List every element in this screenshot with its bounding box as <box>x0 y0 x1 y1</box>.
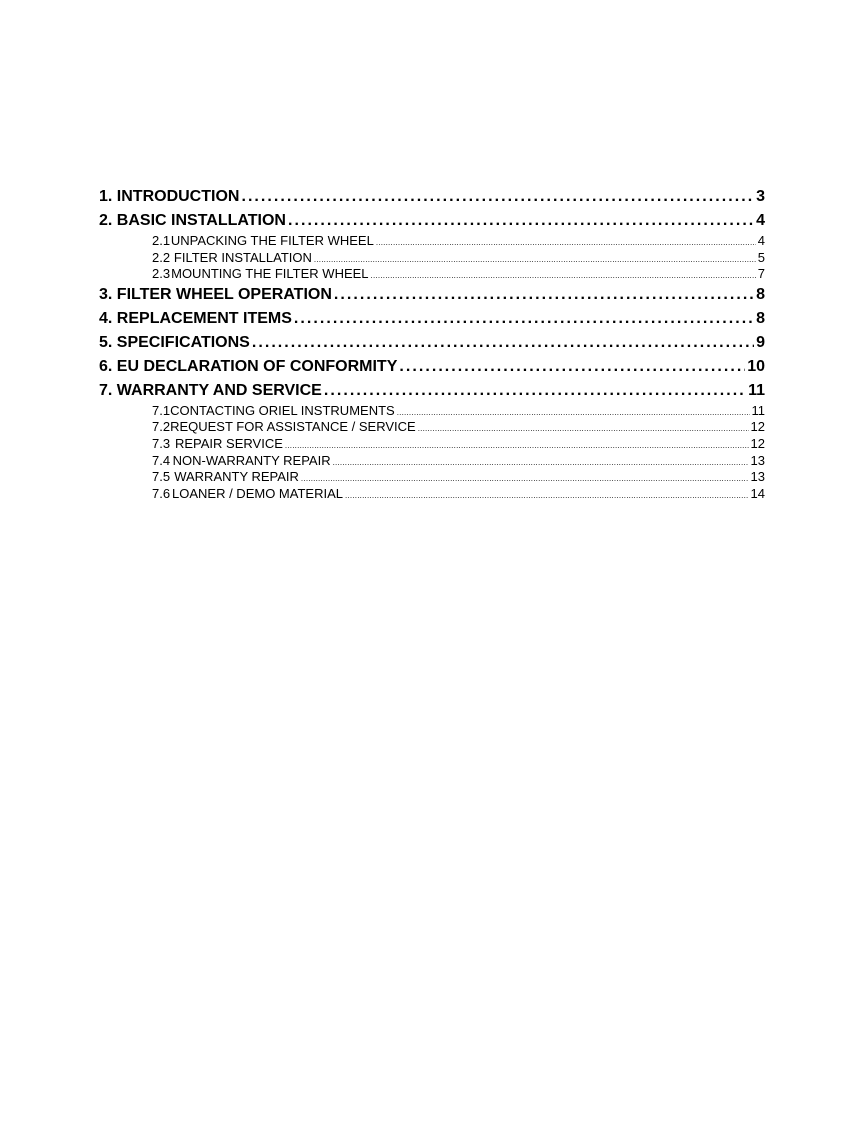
toc-subsection-number: 7.2 <box>152 419 171 435</box>
toc-section-row[interactable] <box>99 355 765 379</box>
toc-subsection-number: 7.5 <box>152 469 171 485</box>
toc-page-number: 8 <box>756 309 765 327</box>
toc-page-number: 14 <box>750 485 765 501</box>
toc-subsection-number: 7.4 <box>152 452 171 468</box>
toc-leader-dots <box>252 331 754 355</box>
toc-page-number: 7 <box>757 266 765 282</box>
toc-page-number: 8 <box>756 285 765 303</box>
toc-section-row[interactable] <box>99 331 765 355</box>
toc-section-title: 4. REPLACEMENT ITEMS <box>99 309 292 327</box>
table-of-contents <box>99 185 765 502</box>
toc-leader-dots <box>288 209 754 233</box>
toc-subsection-row[interactable] <box>99 486 765 503</box>
toc-page-number: 12 <box>750 419 765 435</box>
toc-leader-dots <box>285 438 749 453</box>
toc-section-row[interactable] <box>99 379 765 403</box>
toc-page-number: 13 <box>750 469 765 485</box>
toc-leader-dots <box>301 471 749 486</box>
toc-section-row[interactable] <box>99 209 765 233</box>
toc-page-number: 5 <box>757 249 765 265</box>
toc-leader-dots <box>333 455 749 470</box>
toc-page-number: 9 <box>756 333 765 351</box>
toc-page-number: 11 <box>748 381 765 399</box>
toc-section-title: 1. INTRODUCTION <box>99 188 240 205</box>
toc-leader-dots <box>241 185 754 209</box>
toc-section-title: 2. BASIC INSTALLATION <box>99 212 286 229</box>
toc-leader-dots <box>334 283 754 307</box>
toc-leader-dots <box>371 268 756 283</box>
toc-section-row[interactable] <box>99 283 765 307</box>
toc-subsection-number: 2.1 <box>152 233 171 248</box>
toc-page-number: 13 <box>750 452 765 468</box>
toc-leader-dots <box>397 405 750 420</box>
toc-subsection-title: MOUNTING THE FILTER WHEEL <box>171 266 369 282</box>
toc-leader-dots <box>345 488 749 503</box>
toc-subsection-title: FILTER INSTALLATION <box>173 249 312 265</box>
toc-page-number: 3 <box>756 188 765 205</box>
toc-page-number: 10 <box>747 357 765 375</box>
toc-subsection-title: WARRANTY REPAIR <box>174 469 299 485</box>
toc-section-title: 5. SPECIFICATIONS <box>99 333 250 351</box>
toc-subsection-row[interactable] <box>99 419 765 436</box>
toc-subsection-number: 7.1 <box>152 402 171 418</box>
toc-subsection-title: REPAIR SERVICE <box>175 435 283 451</box>
toc-leader-dots <box>314 252 756 267</box>
toc-leader-dots <box>324 379 746 403</box>
toc-page-number: 4 <box>756 212 765 229</box>
toc-subsection-number: 2.2 <box>152 249 171 265</box>
toc-section-row[interactable] <box>99 307 765 331</box>
toc-subsection-number: 7.3 <box>152 435 171 451</box>
toc-subsection-title: UNPACKING THE FILTER WHEEL <box>170 233 374 248</box>
toc-subsection-row[interactable] <box>99 403 765 420</box>
toc-section-row[interactable] <box>99 185 765 209</box>
toc-page-number: 4 <box>757 233 765 248</box>
toc-page-number: 12 <box>750 435 765 451</box>
toc-subsection-row[interactable] <box>99 250 765 267</box>
toc-subsection-title: LOANER / DEMO MATERIAL <box>172 485 343 501</box>
toc-subsection-number: 7.6 <box>152 485 171 501</box>
toc-subsection-row[interactable] <box>99 436 765 453</box>
toc-section-title: 7. WARRANTY AND SERVICE <box>99 381 322 399</box>
toc-subsection-title: NON-WARRANTY REPAIR <box>172 452 331 468</box>
toc-subsection-title: CONTACTING ORIEL INSTRUMENTS <box>170 402 395 418</box>
toc-subsection-title: REQUEST FOR ASSISTANCE / SERVICE <box>170 419 416 435</box>
toc-subsection-row[interactable] <box>99 453 765 470</box>
toc-section-title: 6. EU DECLARATION OF CONFORMITY <box>99 357 398 375</box>
toc-subsection-number: 2.3 <box>152 266 171 282</box>
toc-leader-dots <box>294 307 754 331</box>
toc-subsection-row[interactable] <box>99 469 765 486</box>
toc-subsection-row[interactable] <box>99 266 765 283</box>
toc-section-title: 3. FILTER WHEEL OPERATION <box>99 285 332 303</box>
toc-leader-dots <box>376 235 756 250</box>
toc-leader-dots <box>399 355 745 379</box>
toc-subsection-row[interactable] <box>99 233 765 250</box>
toc-leader-dots <box>418 421 749 436</box>
toc-page-number: 11 <box>751 402 765 418</box>
